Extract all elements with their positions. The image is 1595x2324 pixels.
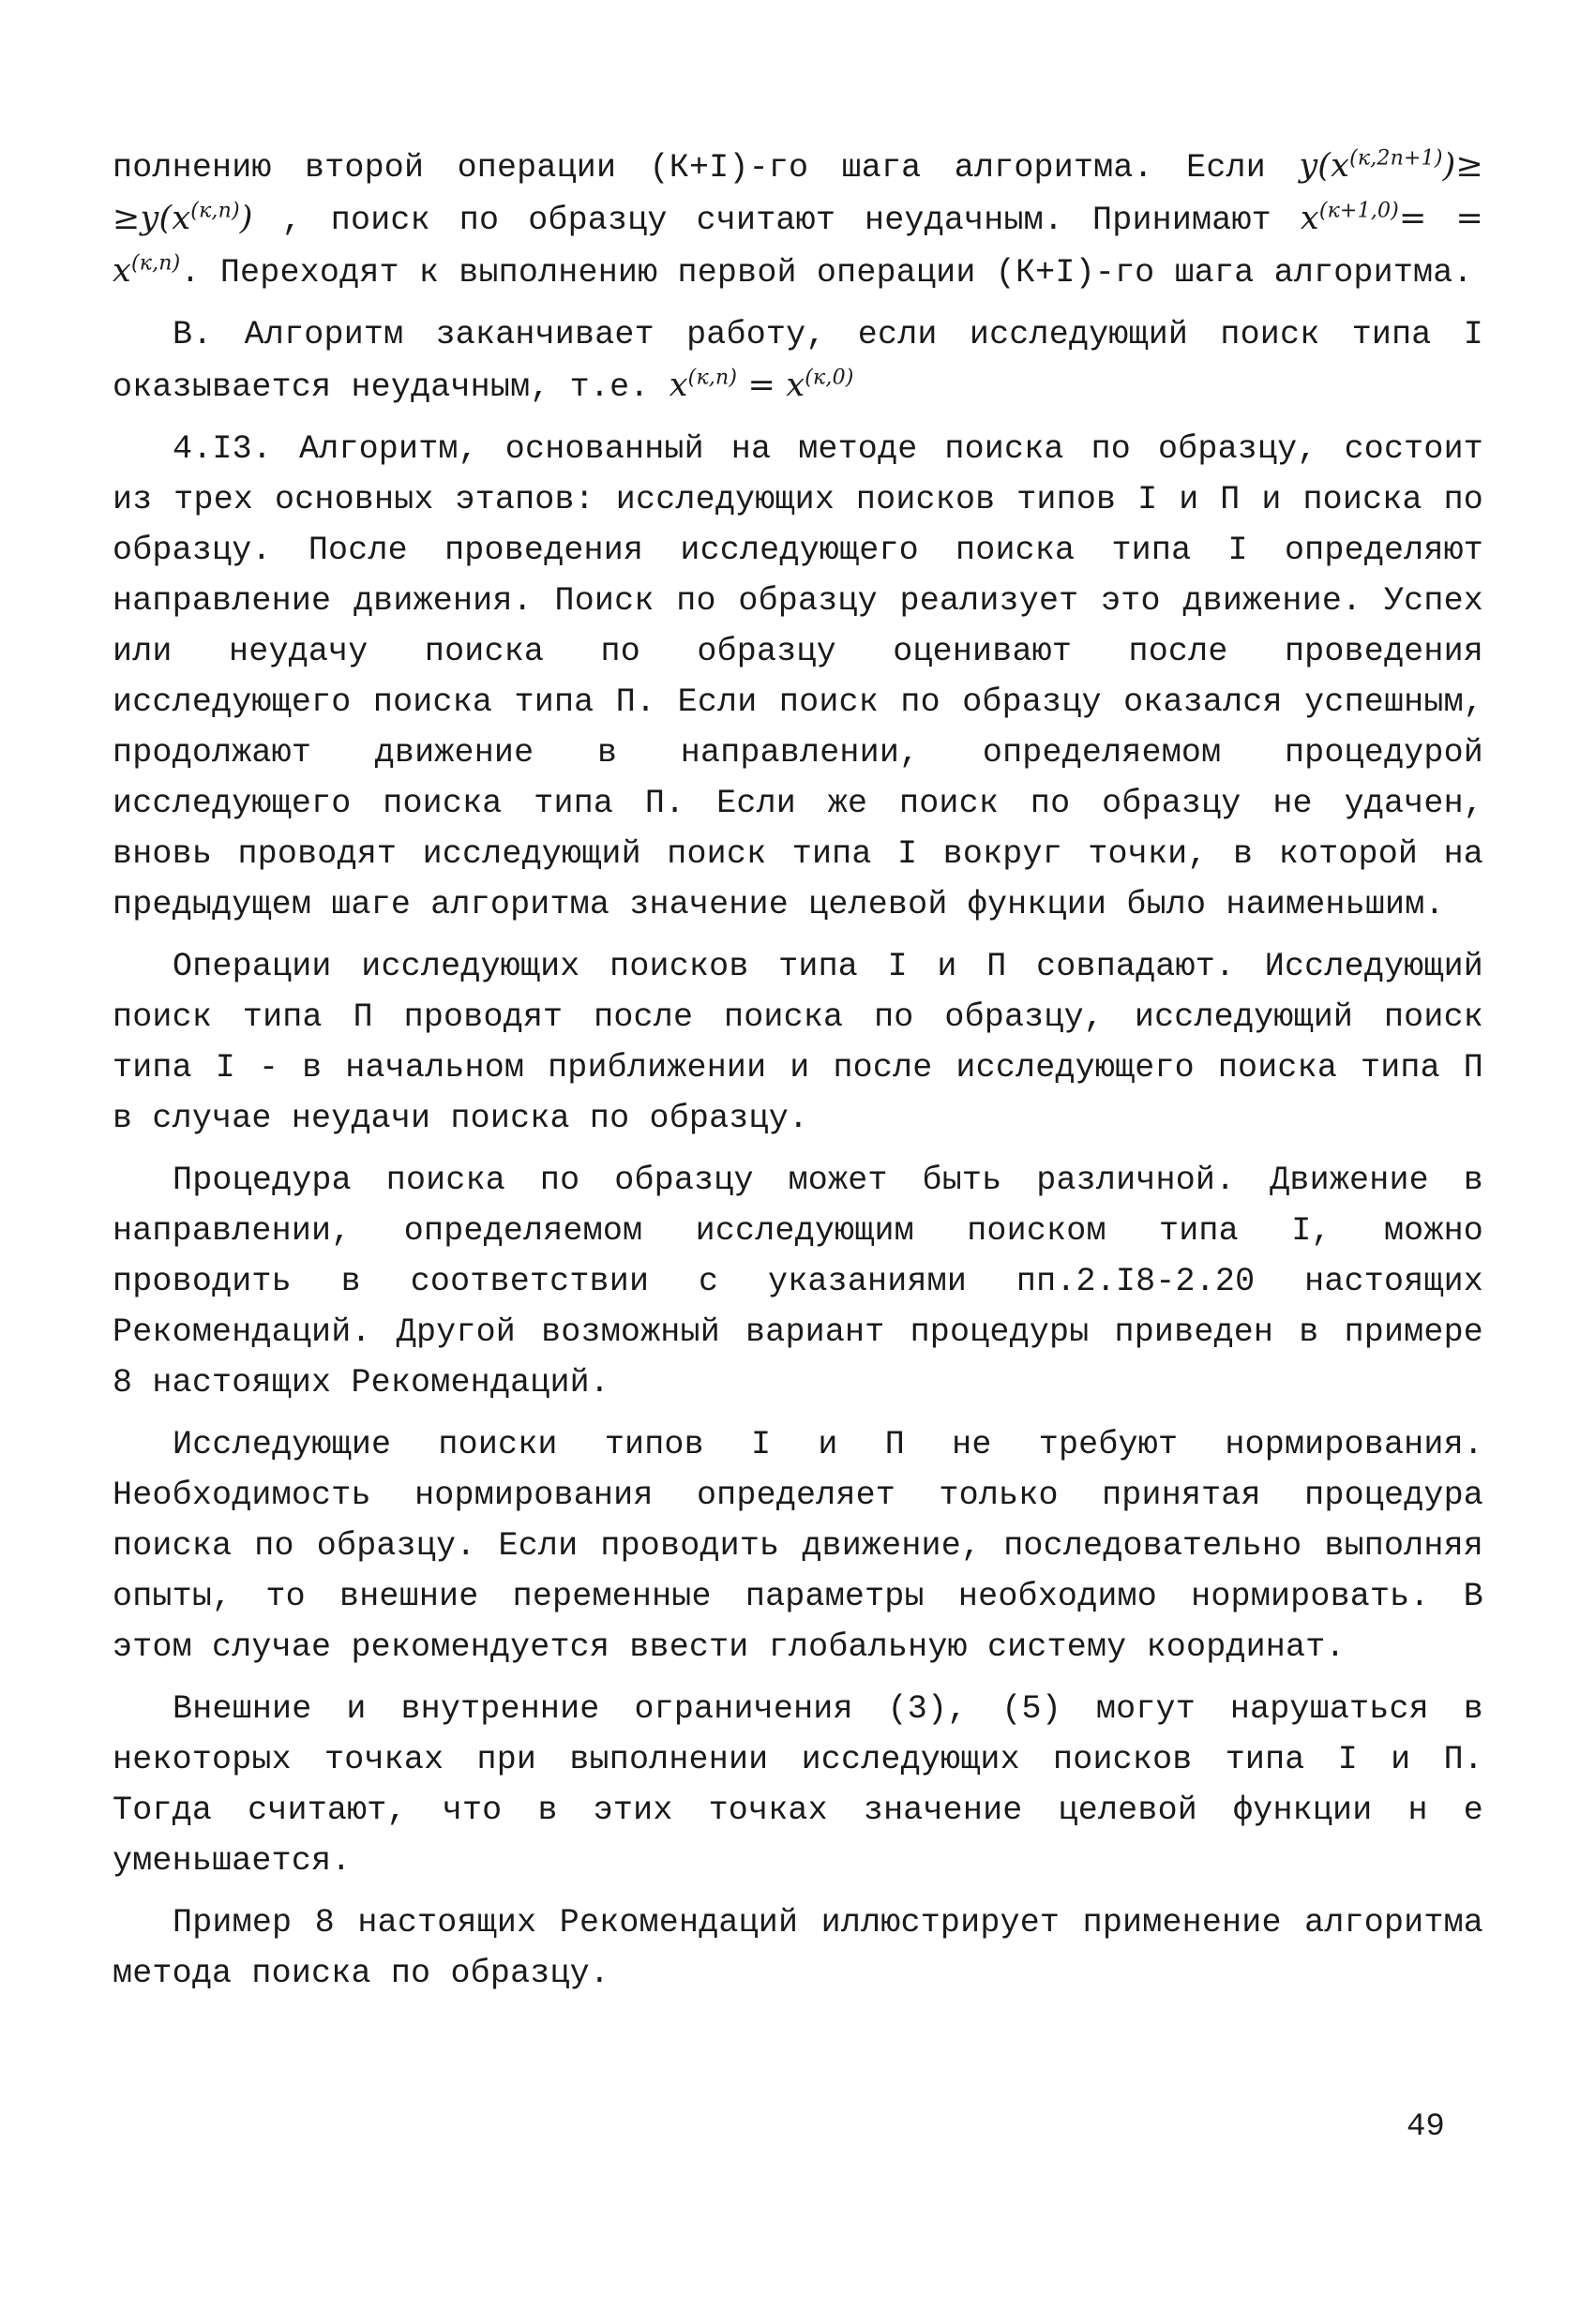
paragraph-continuation (113, 141, 1483, 298)
document-page (113, 141, 1483, 2010)
text-run: полнению второй операции (К+I)-го шага алгоритма. Если (113, 149, 1300, 187)
formula-y-x-k-n: $\ge y(x^{(к,n)})$ (113, 199, 253, 237)
paragraph-constraints: Внешние и внутренние ограничения (3), (5) могут нарушаться в некоторых точках при выполнении исследующих поисков типа I и П. Тогда считают, что в этих точках значение целевой функции н е уменьшается. (113, 1690, 1483, 1880)
text-run: , поиск по образцу считают неудачным. Принимают (252, 202, 1301, 239)
text-run: . Переходят к выполнению первой операции (К+I)-го шага алгоритма. (180, 254, 1473, 292)
paragraph-b (113, 309, 1483, 412)
formula-y-x-k-2n1: $y(x^{(к,2n+1)})\ge$ (1299, 146, 1483, 185)
formula-x-k-n-equals-x-k-0: $x^{(к,n)} = x^{(к,0)}$ (669, 366, 854, 404)
paragraph-normalization: Исследующие поиски типов I и П не требуют нормирования. Необходимость нормирования определяет только принятая процедура поиска по образцу. Если проводить движение, последовательно выполняя опыты, то внешние переменные параметры необходимо нормировать. В этом случае рекомендуется ввести глобальную систему координат. (113, 1426, 1483, 1666)
paragraph-operations: Операции исследующих поисков типа I и П совпадают. Исследующий поиск типа П проводят после поиска по образцу, исследующий поиск типа I - в начальном приближении и после исследующего поиска типа П в случае неудачи поиска по образцу. (113, 948, 1483, 1137)
paragraph-example: Пример 8 настоящих Рекомендаций иллюстрирует применение алгоритма метода поиска по образцу. (113, 1904, 1483, 1992)
formula-x-k-n: = $x^{(к,n)}$ (113, 200, 1483, 290)
paragraph-4-13: 4.I3. Алгоритм, основанный на методе поиска по образцу, состоит из трех основных этапов: исследующих поисков типов I и П и поиска по образцу. После проведения исследующего поиска типа I определяют направление движения. Поиск по образцу реализует это движение. Успех или неудачу поиска по образцу оценивают после проведения исследующего поиска типа П. Если поиск по образцу оказался успешным, продолжают движение в направлении, определяемом процедурой исследующего поиска типа П. Если же поиск по образцу не удачен, вновь проводят исследующий поиск типа I вокруг точки, в которой на предыдущем шаге алгоритма значение целевой функции было наименьшим. (113, 430, 1483, 923)
paragraph-procedure: Процедура поиска по образцу может быть различной. Движение в направлении, определяемом исследующим поиском типа I, можно проводить в соответствии с указаниями пп.2.I8-2.20 настоящих Рекомендаций. Другой возможный вариант процедуры приведен в примере 8 настоящих Рекомендаций. (113, 1162, 1483, 1402)
formula-x-k1-0: $x^{(к+1,0)}=$ (1300, 199, 1427, 237)
text-run: В. Алгоритм заканчивает работу, если исследующий поиск типа I оказывается неудачным, т.е. (113, 316, 1483, 406)
page-number: 49 (1407, 2109, 1445, 2145)
